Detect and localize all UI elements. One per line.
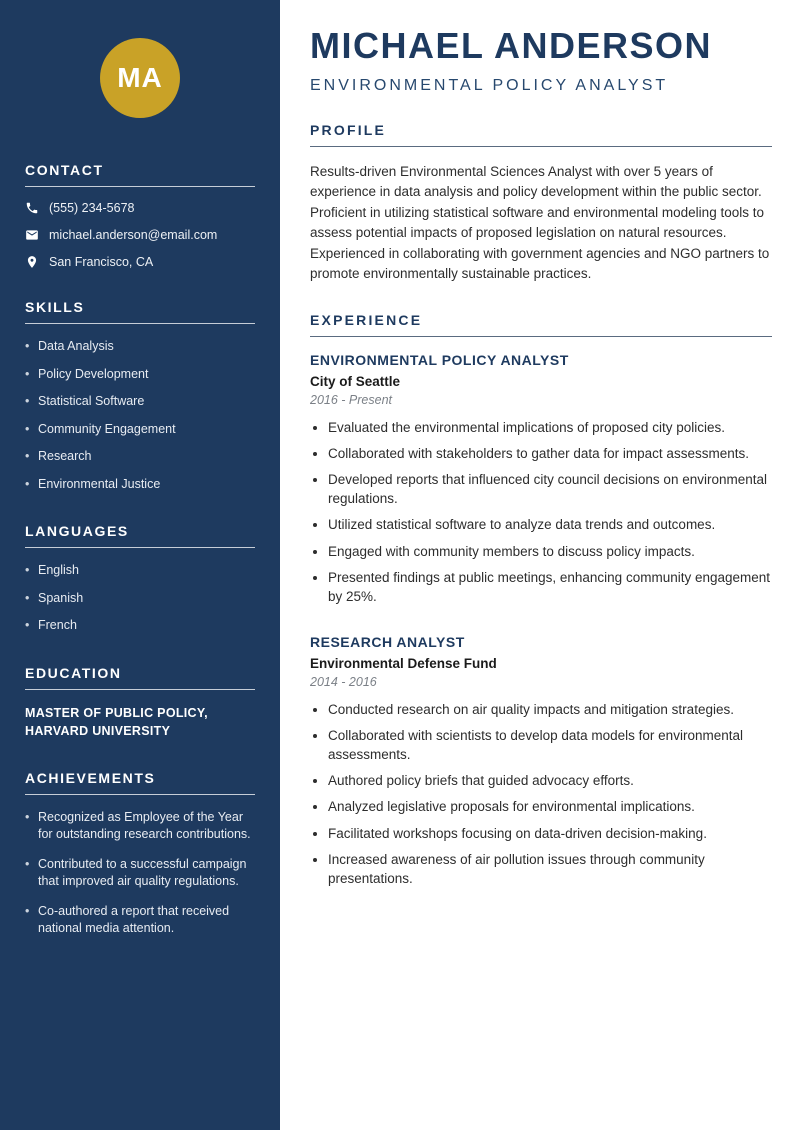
- languages-section: [25, 523, 255, 635]
- languages-heading: LANGUAGES: [25, 523, 255, 548]
- education-section: [25, 665, 255, 740]
- language-item: • English: [25, 562, 255, 580]
- job-title: RESEARCH ANALYST: [310, 633, 465, 650]
- email-icon: [25, 228, 39, 242]
- profile-text: Results-driven Environmental Sciences Analyst with over 5 years of experience in data analysis and policy development within the public sector. Proficient in utilizing statistical software and environmental modeling tools to assess potential impacts of proposed legislation on natural resources. Experienced in collaborating with government agencies and NGO partners to promote environmentally sustainable practices.: [310, 163, 770, 282]
- skill-item: • Statistical Software: [25, 393, 255, 411]
- profile-heading: PROFILE: [310, 122, 772, 147]
- achievements-list: [25, 809, 255, 938]
- contact-phone-text: (555) 234-5678: [49, 201, 135, 215]
- contact-heading: CONTACT: [25, 162, 255, 187]
- job-company: Environmental Defense Fund: [310, 655, 497, 671]
- achievement-item: • Contributed to a successful campaign that improved air quality regulations.: [25, 856, 255, 891]
- experience-heading: EXPERIENCE: [310, 312, 772, 337]
- job-bullet: • Analyzed legislative proposals for environmental implications.: [328, 797, 772, 817]
- person-name: MICHAEL ANDERSON: [310, 25, 713, 66]
- education-heading: EDUCATION: [25, 665, 255, 690]
- skills-section: [25, 299, 255, 493]
- job-company: City of Seattle: [310, 373, 401, 389]
- achievement-item: • Recognized as Employee of the Year for outstanding research contributions.: [25, 809, 255, 844]
- avatar: [100, 38, 180, 118]
- contact-location-row: [25, 255, 255, 269]
- job-bullet: • Utilized statistical software to analyze data trends and outcomes.: [328, 515, 772, 535]
- contact-phone-row: [25, 201, 255, 215]
- profile-section: [310, 122, 772, 285]
- contact-email-row: [25, 228, 255, 242]
- main-content: [280, 0, 800, 1130]
- skill-item: • Community Engagement: [25, 421, 255, 439]
- skills-list: [25, 338, 255, 493]
- job-entry: [310, 634, 772, 889]
- job-bullet: • Developed reports that influenced city council decisions on environmental regulations.: [328, 470, 772, 509]
- sidebar: [0, 0, 280, 1130]
- location-pin-icon: [25, 255, 39, 269]
- job-dates: 2014 - 2016: [310, 674, 377, 689]
- person-title: ENVIRONMENTAL POLICY ANALYST: [310, 76, 669, 94]
- achievement-item: • Co-authored a report that received national media attention.: [25, 903, 255, 938]
- skill-item: • Policy Development: [25, 366, 255, 384]
- achievements-section: [25, 770, 255, 938]
- skill-item: • Data Analysis: [25, 338, 255, 356]
- job-bullet: • Collaborated with scientists to develop data models for environmental assessments.: [328, 726, 772, 765]
- job-bullet: • Collaborated with stakeholders to gather data for impact assessments.: [328, 444, 772, 464]
- skill-item: • Environmental Justice: [25, 476, 255, 494]
- contact-section: [25, 162, 255, 269]
- job-entry: [310, 352, 772, 607]
- skills-heading: SKILLS: [25, 299, 255, 324]
- contact-email-text: michael.anderson@email.com: [49, 228, 218, 242]
- phone-icon: [25, 201, 39, 215]
- job-bullet: • Conducted research on air quality impacts and mitigation strategies.: [328, 700, 772, 720]
- language-item: • French: [25, 617, 255, 635]
- achievements-heading: ACHIEVEMENTS: [25, 770, 255, 795]
- avatar-initials: MA: [117, 62, 163, 93]
- contact-location-text: San Francisco, CA: [49, 255, 154, 269]
- job-bullet: • Engaged with community members to discuss policy impacts.: [328, 542, 772, 562]
- job-bullet: • Evaluated the environmental implications of proposed city policies.: [328, 418, 772, 438]
- experience-section: [310, 312, 772, 889]
- language-item: • Spanish: [25, 590, 255, 608]
- job-title: ENVIRONMENTAL POLICY ANALYST: [310, 351, 569, 368]
- job-bullet: • Increased awareness of air pollution issues through community presentations.: [328, 850, 772, 889]
- job-dates: 2016 - Present: [310, 392, 392, 407]
- languages-list: [25, 562, 255, 635]
- job-bullet: • Authored policy briefs that guided advocacy efforts.: [328, 771, 772, 791]
- education-degree: MASTER OF PUBLIC POLICY, HARVARD UNIVERSITY: [25, 705, 208, 738]
- job-bullet: • Presented findings at public meetings, enhancing community engagement by 25%.: [328, 568, 772, 607]
- job-bullet: • Facilitated workshops focusing on data-driven decision-making.: [328, 824, 772, 844]
- job-bullets: [310, 700, 772, 889]
- job-bullets: [310, 418, 772, 607]
- skill-item: • Research: [25, 448, 255, 466]
